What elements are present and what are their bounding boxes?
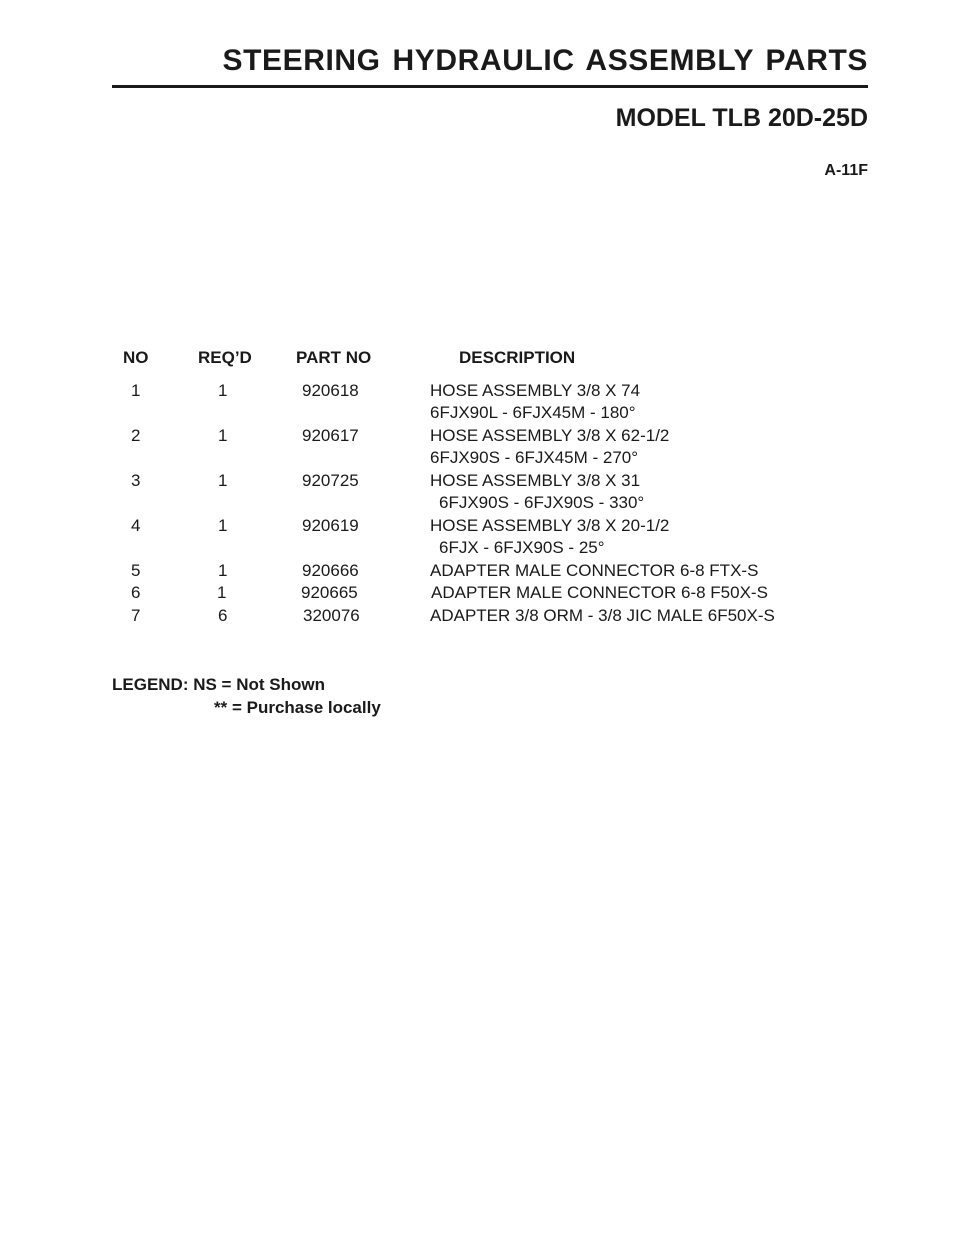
title-divider <box>112 85 868 88</box>
column-header-part-no: PART NO <box>296 348 372 367</box>
item-number: 4 <box>131 516 141 535</box>
page-title: STEERING HYDRAULIC ASSEMBLY PARTS <box>222 44 868 77</box>
part-number: 920665 <box>301 583 358 602</box>
description: HOSE ASSEMBLY 3/8 X 20-1/2 <box>430 516 670 535</box>
model-subtitle: MODEL TLB 20D-25D <box>615 104 868 132</box>
quantity-required: 1 <box>218 471 228 490</box>
description: HOSE ASSEMBLY 3/8 X 62-1/2 <box>430 426 670 445</box>
item-number: 6 <box>131 583 141 602</box>
column-header-reqd: REQ’D <box>198 348 252 367</box>
item-number: 2 <box>131 426 141 445</box>
quantity-required: 1 <box>218 561 228 580</box>
description: ADAPTER 3/8 ORM - 3/8 JIC MALE 6F50X-S <box>430 606 775 625</box>
description-detail: 6FJX90S - 6FJX45M - 270° <box>430 448 639 467</box>
description: HOSE ASSEMBLY 3/8 X 31 <box>430 471 641 490</box>
item-number: 3 <box>131 471 141 490</box>
description-detail: 6FJX90L - 6FJX45M - 180° <box>430 403 636 422</box>
description-detail: 6FJX - 6FJX90S - 25° <box>439 538 605 557</box>
quantity-required: 1 <box>218 426 228 445</box>
item-number: 5 <box>131 561 141 580</box>
column-header-description: DESCRIPTION <box>459 348 576 367</box>
part-number: 920619 <box>302 516 359 535</box>
quantity-required: 1 <box>217 583 227 602</box>
part-number: 920725 <box>302 471 359 490</box>
legend-not-shown: LEGEND: NS = Not Shown <box>112 675 325 694</box>
item-number: 7 <box>131 606 141 625</box>
quantity-required: 1 <box>218 381 228 400</box>
quantity-required: 1 <box>218 516 228 535</box>
item-number: 1 <box>131 381 141 400</box>
legend-purchase-locally: ** = Purchase locally <box>214 698 381 717</box>
part-number: 920618 <box>302 381 359 400</box>
part-number: 320076 <box>303 606 360 625</box>
description-detail: 6FJX90S - 6FJX90S - 330° <box>439 493 645 512</box>
column-header-no: NO <box>123 348 149 367</box>
part-number: 920617 <box>302 426 359 445</box>
description: ADAPTER MALE CONNECTOR 6-8 F50X-S <box>431 583 768 602</box>
quantity-required: 6 <box>218 606 228 625</box>
description: ADAPTER MALE CONNECTOR 6-8 FTX-S <box>430 561 759 580</box>
description: HOSE ASSEMBLY 3/8 X 74 <box>430 381 641 400</box>
part-number: 920666 <box>302 561 359 580</box>
page-reference: A-11F <box>824 162 868 179</box>
